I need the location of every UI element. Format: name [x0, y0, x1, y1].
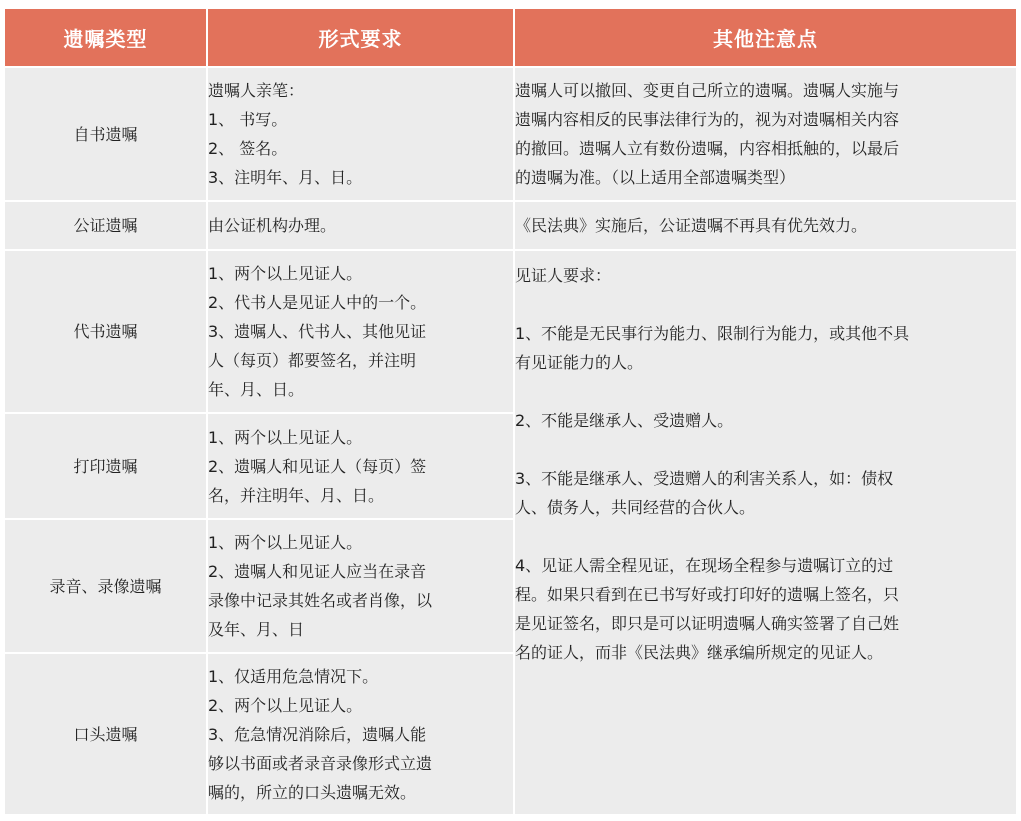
header-will-type: 遗嘱类型 — [4, 8, 207, 67]
form-line: 名，并注明年、月、日。 — [208, 485, 385, 505]
witness-requirements-cell — [514, 250, 1017, 815]
form-cell — [207, 413, 514, 519]
note-line: 的遗嘱为准。（以上适用全部遗嘱类型） — [515, 168, 796, 187]
will-types-table — [3, 7, 1018, 816]
note-line: 遗嘱内容相反的民事法律行为的，视为对遗嘱相关内容 — [515, 110, 900, 129]
witness-line: 1、不能是无民事行为能力、限制行为能力，或其他不具 — [515, 324, 910, 343]
form-line: 2、遗嘱人和见证人应当在录音 — [208, 562, 427, 581]
note-line: 《民法典》实施后，公证遗嘱不再具有优先效力。 — [515, 216, 868, 235]
witness-line: 名的证人，而非《民法典》继承编所规定的见证人。 — [515, 643, 884, 662]
note-line: 的撤回。遗嘱人立有数份遗嘱，内容相抵触的，以最后 — [515, 139, 900, 158]
form-line: 2、 签名。 — [208, 139, 288, 158]
table-row — [4, 250, 1017, 413]
witness-line: 3、不能是继承人、受遗赠人的利害关系人，如：债权 — [515, 469, 894, 488]
form-line: 及年、月、日 — [208, 620, 305, 639]
form-line: 3、危急情况消除后，遗嘱人能 — [208, 724, 427, 744]
witness-title: 见证人要求： — [515, 266, 612, 285]
header-form-requirements: 形式要求 — [207, 8, 514, 67]
form-line: 遗嘱人亲笔： — [208, 81, 305, 100]
form-line: 2、代书人是见证人中的一个。 — [208, 293, 427, 312]
form-line: 1、 书写。 — [208, 110, 288, 129]
form-line: 2、两个以上见证人。 — [208, 695, 363, 715]
table-row — [4, 67, 1017, 201]
witness-line: 2、不能是继承人、受遗赠人。 — [515, 411, 734, 430]
witness-line: 是见证签名，即只是可以证明遗嘱人确实签署了自己姓 — [515, 614, 900, 633]
form-cell — [207, 201, 514, 250]
form-line: 嘱的，所立的口头遗嘱无效。 — [208, 782, 417, 802]
form-line: 人（每页）都要签名，并注明 — [208, 351, 417, 370]
will-type-cell: 录音、录像遗嘱 — [4, 519, 207, 653]
form-cell — [207, 519, 514, 653]
form-line: 2、遗嘱人和见证人（每页）签 — [208, 456, 427, 476]
form-cell — [207, 250, 514, 413]
form-line: 1、仅适用危急情况下。 — [208, 666, 379, 686]
form-line: 1、两个以上见证人。 — [208, 264, 363, 283]
form-line: 1、两个以上见证人。 — [208, 533, 363, 552]
note-line: 遗嘱人可以撤回、变更自己所立的遗嘱。遗嘱人实施与 — [515, 81, 900, 100]
header-row — [4, 8, 1017, 67]
will-type-cell: 公证遗嘱 — [4, 201, 207, 250]
form-line: 3、遗嘱人、代书人、其他见证 — [208, 322, 427, 341]
note-cell — [514, 67, 1017, 201]
witness-line: 有见证能力的人。 — [515, 353, 644, 372]
form-line: 录像中记录其姓名或者肖像，以 — [208, 591, 433, 610]
will-type-cell: 自书遗嘱 — [4, 67, 207, 201]
form-cell — [207, 67, 514, 201]
will-type-cell: 打印遗嘱 — [4, 413, 207, 519]
table-row — [4, 201, 1017, 250]
form-line: 由公证机构办理。 — [208, 216, 337, 235]
form-line: 够以书面或者录音录像形式立遗 — [208, 753, 433, 773]
will-type-cell: 代书遗嘱 — [4, 250, 207, 413]
form-line: 年、月、日。 — [208, 380, 305, 399]
witness-line: 人、债务人，共同经营的合伙人。 — [515, 498, 756, 517]
will-type-cell: 口头遗嘱 — [4, 653, 207, 815]
form-cell — [207, 653, 514, 815]
form-line: 3、注明年、月、日。 — [208, 168, 363, 187]
note-cell — [514, 201, 1017, 250]
witness-line: 4、见证人需全程见证，在现场全程参与遗嘱订立的过 — [515, 556, 894, 575]
form-line: 1、两个以上见证人。 — [208, 427, 363, 447]
witness-line: 程。如果只看到在已书写好或打印好的遗嘱上签名，只 — [515, 585, 900, 604]
header-other-notes: 其他注意点 — [514, 8, 1017, 67]
